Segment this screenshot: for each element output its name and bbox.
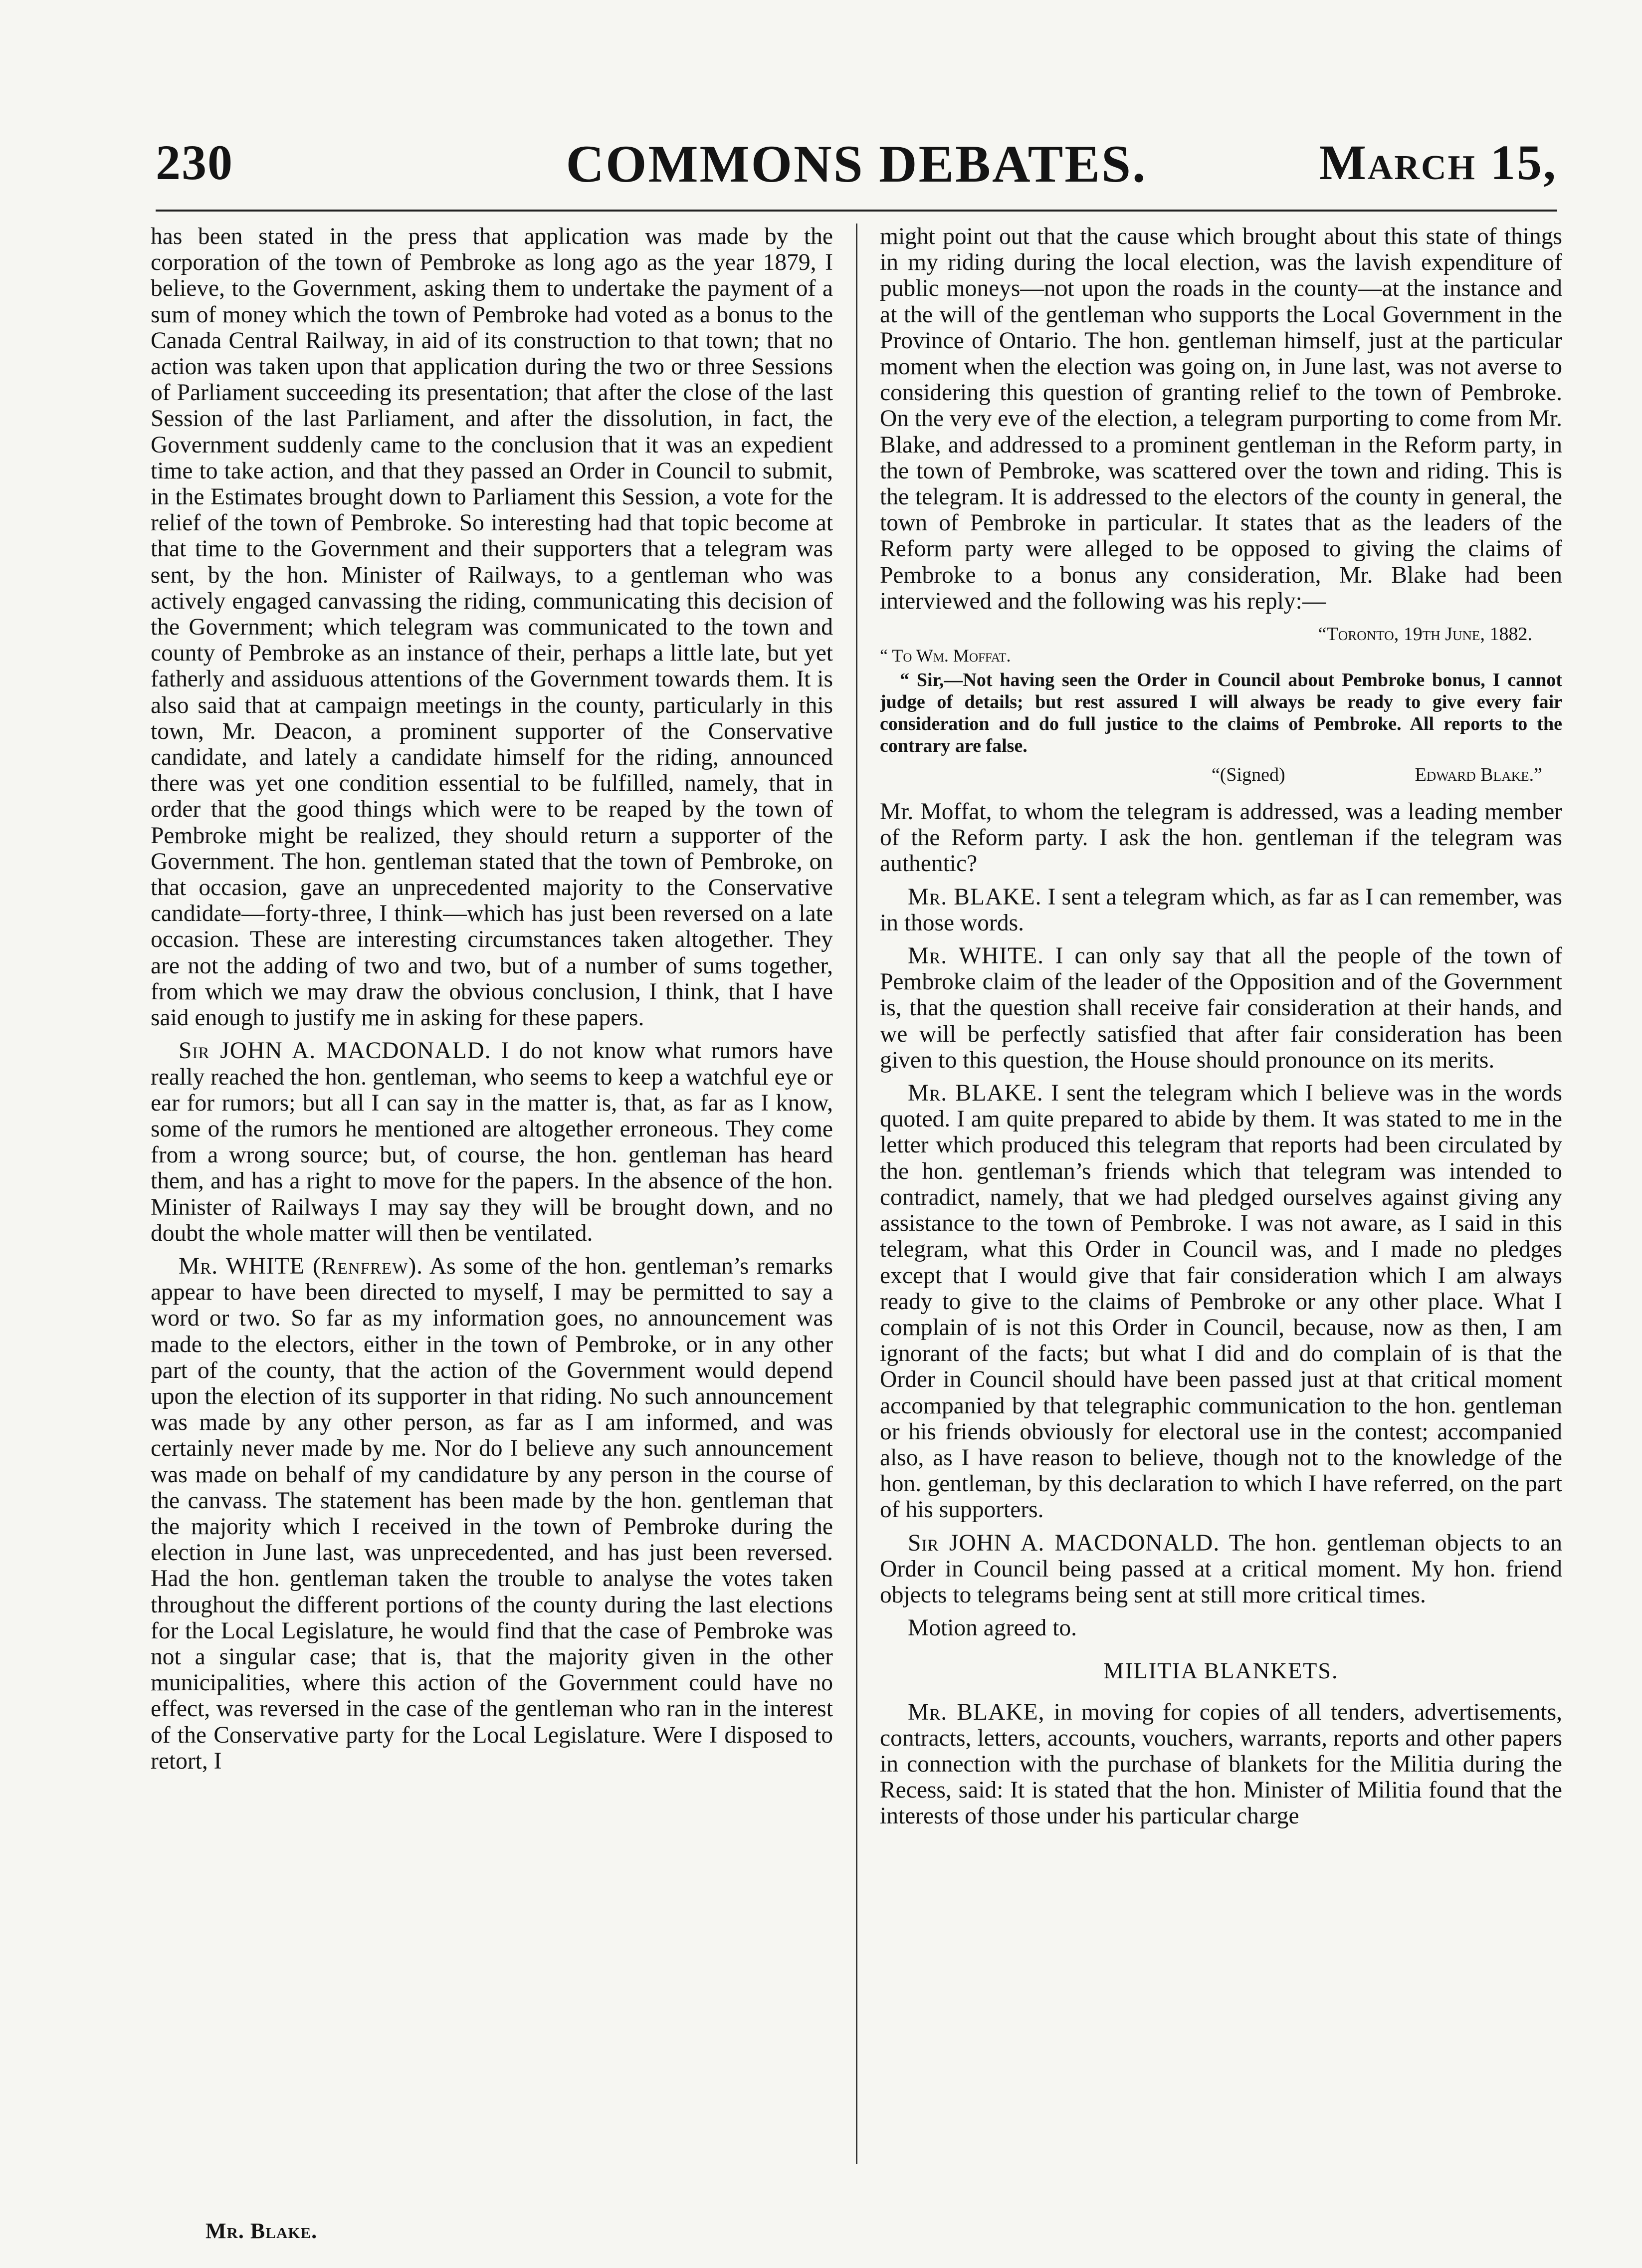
paragraph-text: has been stated in the press that application was made by the corporation of the town of Pembroke as long ago as the year 1879, I believe, to the Government, asking them to undertake the payment of a sum of money which the town of Pembroke had voted as a bonus to the Canada Central Railway, in aid of its construction to that town; that no action was taken upon that application during the two or three Sessions of Parliament succeeding its presentation; that after the close of the last Session of the last Parliament, and after the dissolution, in fact, the Government suddenly came to the conclusion that it was an expedient time to take action, and that they passed an Order in Council to submit, in the Estimates brought down to Parliament this Session, a vote for the relief of the town of Pembroke. So interesting had that topic become at that time to the Government and their supporters that a telegram was sent, by the hon. Minister of Railways, to a gentleman who was actively engaged canvassing the riding, communicating this decision of the Government; which telegram was communicated to the town and county of Pembroke as an instance of their, perhaps a little late, but yet fatherly and assiduous attentions of the Government towards them. It is also said that at campaign meetings in the county, particularly in this town, Mr. Deacon, a prominent supporter of the Conservative candidate, and lately a candidate himself for the riding, announced there was yet one condition essential to be fulfilled, namely, that in order that the good things which were to be reaped by the town of Pembroke might be realized, they should return a supporter of the Government. The hon. gentleman stated that the town of Pembroke, on that occasion, gave an unprecedented majority to the Conservative candidate—forty-three, I think—which has just been reversed on a late occasion. These are interesting circumstances taken altogether. They are not the adding of two and two, but of a number of sums together, from which we may draw the obvious conclusion, I think, that I have said enough to justify me in asking for these papers.: [151, 224, 833, 1031]
telegram-body: “ Sir,—Not having seen the Order in Council about Pembroke bonus, I cannot judge of details; but rest assured I will always be ready to give every fair consideration and do full justice to the claims of Pembroke. All reports to the contrary are false.: [880, 670, 1562, 757]
speaker-name: Mr. BLAKE,: [908, 1699, 1045, 1725]
telegram-signature: [880, 764, 1562, 786]
column-divider: [856, 224, 857, 2164]
speech-macdonald: [151, 1038, 833, 1246]
telegram-salutation: “ To Wm. Moffat.: [880, 646, 1011, 666]
paragraph-text: might point out that the cause which brought about this state of things in my riding during the local election, was the lavish expenditure of public moneys—not upon the roads in the county—at the instance and at the will of the gentleman who supports the Local Government in the Province of Ontario. The hon. gentleman himself, just at the particular moment when the election was going on, in June last, was not averse to considering this question of granting relief to the town of Pembroke. On the very eve of the election, a telegram purporting to come from Mr. Blake, and addressed to a prominent gentleman in the Reform party, in the town of Pembroke, was scattered over the town and riding. This is the telegram. It is addressed to the electors of the county in general, the town of Pembroke in particular. It states that as the leaders of the Reform party were alleged to be opposed to giving the claims of Pembroke to a bonus any consideration, Mr. Blake had been interviewed and the following was his reply:—: [880, 224, 1562, 614]
section-heading: MILITIA BLANKETS.: [1103, 1658, 1339, 1684]
speech-text: I do not know what rumors have really reached the hon. gentleman, who seems to keep a watchful eye or ear for rumors; but all I can say in the matter is, that, as far as I know, some of the rumors he mentioned are altogether erroneous. They come from a wrong source; but, of course, the hon. gentleman has heard them, and has a right to move for the papers. In the absence of the hon. Minister of Railways I may say they will be brought down, and no doubt the whole matter will then be ventilated.: [151, 1038, 833, 1246]
telegram-dateline: “Toronto, 19th June, 1882.: [1318, 624, 1532, 645]
speech-text: in moving for copies of all tenders, advertisements, contracts, letters, accounts, vouchers, warrants, reports and other papers in connection with the purchase of blankets for the Militia during the Recess, said: It is stated that the hon. Minister of Militia found that the interests of those under his particular charge: [880, 1699, 1562, 1829]
speaker-name: Mr. BLAKE.: [908, 884, 1042, 910]
speaker-name: Mr. WHITE (Renfrew).: [179, 1253, 423, 1279]
paragraph: [880, 799, 1562, 877]
page-date: March 15,: [1319, 135, 1557, 190]
speaker-name: Mr. WHITE.: [908, 943, 1044, 969]
page-header: [156, 134, 1557, 209]
right-column: [880, 224, 1562, 2199]
left-column: [151, 224, 833, 2199]
speech-macdonald: [880, 1530, 1562, 1608]
motion-result: [880, 1615, 1562, 1641]
speech-text: I sent a telegram which, as far as I can remember, was in those words.: [880, 884, 1562, 936]
speech-text: I sent the telegram which I believe was in the words quoted. I am quite prepared to abide by them. It was stated to me in the letter which produced this telegram that reports had been circulated by the hon. gentleman’s friends which that telegram was intended to contradict, namely, that we had pledged ourselves against giving any assistance to the town of Pembroke. I was not aware, as I said in this telegram, what this Order in Council was, and I made no pledges except that I would give that fair consideration which I am always ready to give to the claims of Pembroke or any other place. What I complain of is not this Order in Council, because, now as then, I am ignorant of the facts; but what I did and do complain of is that the Order in Council should have been passed just at that critical moment accompanied by that telegraphic communication to the hon. gentleman or his friends obviously for electoral use in the contest; accompanied also, as I have reason to believe, though not to the knowledge of the hon. gentleman, by this declaration to which I have referred, on the part of his supporters.: [880, 1080, 1562, 1523]
paragraph: [880, 224, 1562, 614]
speech-text: The hon. gentleman objects to an Order in Council being passed at a critical moment. My hon. friend objects to telegrams being sent at still more critical times.: [880, 1530, 1562, 1608]
header-rule: [156, 210, 1557, 212]
page-number: 230: [156, 135, 233, 190]
paragraph: [151, 224, 833, 1031]
speech-blake: [880, 884, 1562, 936]
speaker-name: Mr. BLAKE.: [908, 1080, 1043, 1107]
running-title: COMMONS DEBATES.: [566, 135, 1147, 193]
speaker-name: Sir JOHN A. MACDONALD.: [179, 1038, 491, 1064]
paragraph-text: Mr. Moffat, to whom the telegram is addressed, was a leading member of the Reform party. I ask the hon. gentleman if the telegram was authentic?: [880, 799, 1562, 877]
speech-text: I can only say that all the people of the town of Pembroke claim of the leader of the Opposition and of the Government is, that the question shall receive fair consideration at their hands, and we will be perfectly satisfied that after fair consideration has been given to this question, the House should pronounce on its merits.: [880, 943, 1562, 1073]
signed-name: Edward Blake.”: [1415, 764, 1542, 786]
speech-blake-militia: [880, 1699, 1562, 1829]
signed-label: “(Signed): [1211, 764, 1285, 786]
speech-text: As some of the hon. gentleman’s remarks appear to have been directed to myself, I may be permitted to say a word or two. So far as my information goes, no announcement was made to the electors, either in the town of Pembroke, or in any other part of the county, that the action of the Government would depend upon the election of its supporter in that riding. No such announcement was made by any other person, as far as I am informed, and was certainly never made by me. Nor do I believe any such announcement was made on behalf of my candidature by any person in the course of the canvass. The statement has been made by the hon. gentleman that the majority which I received in the town of Pembroke during the election in June last, was unprecedented, and has just been reversed. Had the hon. gentleman taken the trouble to analyse the votes taken throughout the different portions of the county during the last elections for the Local Legislature, he would find that the case of Pembroke was not a singular case; that is, that the majority given in the other municipalities, where this action of the Government could have no effect, was reversed in the case of the gentleman who ran in the interest of the Conservative party for the Local Legislature. Were I disposed to retort, I: [151, 1253, 833, 1774]
speaker-name: Sir JOHN A. MACDONALD.: [908, 1530, 1220, 1556]
motion-text: Motion agreed to.: [908, 1615, 1077, 1641]
speech-white-renfrew: [151, 1253, 833, 1774]
speech-blake: [880, 1080, 1562, 1523]
speech-white: [880, 943, 1562, 1073]
telegram-quote: [880, 623, 1562, 786]
catchword: Mr. Blake.: [205, 2219, 318, 2243]
